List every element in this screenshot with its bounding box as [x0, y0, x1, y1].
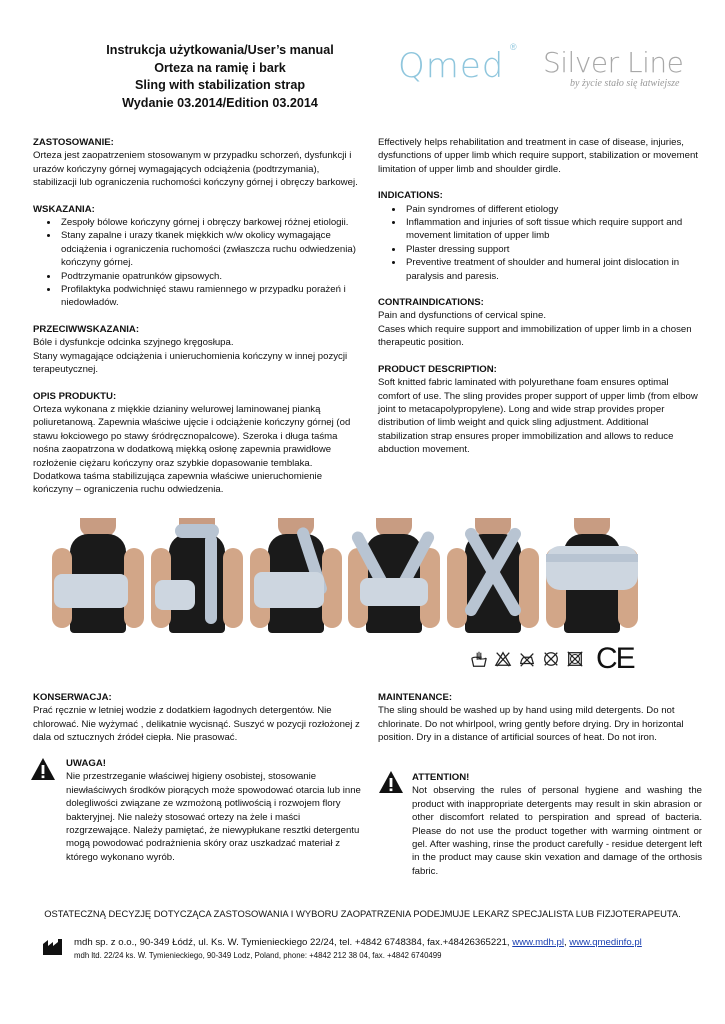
footer-notice: OSTATECZNĄ DECYZJĘ DOTYCZĄCA ZASTOSOWANIA I WYBORU ZAOPATRZENIA PODEJMUJE LEKARZ SPECJALISTA LUB FIZJOTERAPEUTA.	[44, 908, 681, 919]
section-text: The sling should be washed up by hand using mild detergents. Do not chlorinate. Do not whirlpool, wring gently before drying. Dry in horizontal position. Dry in a distance of artificial sources of heat. Do not iron.	[378, 705, 684, 744]
list-item: • Plaster dressing support	[404, 243, 700, 256]
section-heading: OPIS PRODUKTU:	[33, 390, 117, 402]
title-line: Sling with stabilization strap	[134, 78, 306, 92]
warning-heading: UWAGA!	[66, 758, 106, 769]
en-column-top	[378, 136, 700, 457]
list-item: • Pain syndromes of different etiology	[404, 203, 700, 216]
list-item: • Profilaktyka podwichnięć stawu ramiennego w przypadku porażeń i niedowładów.	[59, 283, 363, 310]
fitting-photo-6	[544, 518, 640, 633]
no-iron-icon	[518, 650, 536, 668]
separator: ,	[563, 937, 570, 948]
link-qmedinfo[interactable]: www.qmedinfo.pl	[569, 937, 642, 948]
fitting-photo-2	[149, 518, 245, 633]
no-tumble-dry-icon	[566, 650, 584, 668]
section-heading: ZASTOSOWANIE:	[33, 137, 114, 148]
warning-icon	[30, 757, 56, 781]
indications-list	[33, 216, 363, 310]
logo-registered: ®	[510, 42, 517, 52]
fitting-photo-4	[346, 518, 442, 633]
ce-mark: CE	[596, 642, 634, 675]
logo-qmed: Qmed	[398, 46, 505, 86]
link-mdh[interactable]: www.mdh.pl	[512, 937, 564, 948]
list-item: • Stany zapalne i urazy tkanek miękkich w/w okolicy wymagające odciążenia i ograniczenia ruchomości (zwłaszcza ruchu odwiedzenia) kończyny górnej.	[59, 229, 363, 269]
logo-tagline: by życie stało się łatwiejsze	[570, 78, 680, 89]
section-text: Bóle i dysfunkcje odcinka szyjnego kręgosłupa.	[33, 337, 234, 349]
section-heading: CONTRAINDICATIONS:	[378, 297, 484, 309]
pl-warning	[66, 757, 363, 864]
indications-list	[378, 203, 700, 283]
section-heading: MAINTENANCE:	[378, 692, 453, 703]
pl-column-top	[33, 136, 363, 497]
list-item: • Preventive treatment of shoulder and humeral joint dislocation in paralysis and paresis.	[404, 256, 700, 283]
section-heading: INDICATIONS:	[378, 190, 443, 202]
section-text: Stany wymagające odciążenia i unieruchomienia kończyny w innej pozycji terapeutycznej.	[33, 350, 348, 376]
fitting-photo-1	[50, 518, 146, 633]
care-symbols	[470, 642, 640, 675]
warning-text: Nie przestrzeganie właściwej higieny osobistej, stosowanie niewłaściwych środków piorących może spowodować otarcia lub inne dolegliwości związane ze wzmożoną potliwością i rozwojem flory bakteryjnej. Nie należy stosować ortezy na żele i maści rozgrzewające. Należy pamiętać, że niewypłukane resztki detergentu mogą powodować podrażnienia skóry oraz uszkadzać materiał z którego wykonano wyrób.	[66, 771, 361, 863]
section-heading: KONSERWACJA:	[33, 692, 112, 703]
fitting-photo-5	[445, 518, 541, 633]
logo-silver-line: Silver Line	[543, 46, 684, 79]
section-text: Cases which require support and immobilization of upper limb in a chosen therapeutic position.	[378, 323, 692, 349]
section-text: Soft knitted fabric laminated with polyurethane foam ensures optimal comfort of use. The sling provides proper support of upper limb (from elbow joint to metacapolypropylene). Long and wide strap provides proper distribution of limb weight and quick sling adjustment. Additional stabilization strap ensures proper immobilization and allows to reduce abduction movement.	[378, 377, 698, 456]
manufacturer-icon	[42, 938, 64, 956]
fitting-photo-3	[248, 518, 344, 633]
list-item: • Zespoły bólowe kończyny górnej i obręczy barkowej różnej etiologii.	[59, 216, 363, 229]
pl-column-bottom	[33, 691, 363, 745]
title-line: Instrukcja użytkowania/User’s manual	[106, 43, 334, 57]
brand-logo	[398, 42, 698, 92]
list-item: • Podtrzymanie opatrunków gipsowych.	[59, 270, 363, 283]
section-text: Effectively helps rehabilitation and treatment in case of disease, injuries, dysfunctions of upper limb which require support, stabilization or movement limitation of upper limb and shoulder girdle.	[378, 137, 698, 175]
fitting-photos	[50, 518, 640, 633]
footer-address-en: mdh ltd. 22/24 ks. W. Tymienieckiego, 90-349 Lodz, Poland, phone: +4842 212 38 04, fax. +4842 6740499	[74, 951, 442, 960]
document-title	[70, 42, 370, 112]
list-item: • Inflammation and injuries of soft tissue which require support and movement limitation of upper limb	[404, 216, 700, 243]
warning-icon	[378, 770, 404, 794]
title-line: Wydanie 03.2014/Edition 03.2014	[122, 95, 318, 110]
section-text: Prać ręcznie w letniej wodzie z dodatkiem łagodnych detergentów. Nie chlorować. Nie wyżymać , delikatnie wycisnąć. Suszyć w pozycji rozłożonej z dala od sztucznych źródeł ciepła. Nie prasować.	[33, 705, 360, 744]
footer-address-pl	[74, 937, 642, 948]
address-text: mdh sp. z o.o., 90-349 Łódź, ul. Ks. W. Tymienieckiego 22/24, tel. +4842 6748384, fax.+48426365221,	[74, 937, 513, 948]
en-column-bottom	[378, 691, 700, 745]
no-dry-clean-icon	[542, 650, 560, 668]
hand-wash-icon	[470, 650, 488, 668]
warning-heading: ATTENTION!	[412, 772, 470, 783]
section-text: Orteza jest zaopatrzeniem stosowanym w przypadku schorzeń, dysfunkcji i urazów kończyny górnej wymagających odciążenia (podtrzymania), stabilizacji lub ograniczenia ruchomości kończyny górnej i obręczy barkowej.	[33, 150, 358, 189]
en-warning	[412, 771, 702, 878]
no-bleach-icon	[494, 650, 512, 668]
title-line: Orteza na ramię i bark	[154, 60, 286, 75]
section-heading: WSKAZANIA:	[33, 203, 95, 215]
section-text: Orteza wykonana z miękkie dzianiny welurowej laminowanej pianką poliuretanową. Zapewnia właściwe ujęcie i odciążenie kończyny górnej (od stawu łokciowego po stawy śródręcznopalcowe). Szeroka i długa taśma nośna zaopatrzona w dodatkową miękką osłonę zapewnia prawidłowe rozłożenie ciężaru kończyny oraz szybkie dopasowanie temblaka. Dodatkowa taśma stabilizująca zapewnia właściwe unieruchomienie kończyny – ograniczenia ruchu odwiedzenia.	[33, 403, 351, 496]
section-heading: PRZECIWWSKAZANIA:	[33, 323, 140, 335]
section-heading: PRODUCT DESCRIPTION:	[378, 363, 497, 375]
section-text: Pain and dysfunctions of cervical spine.	[378, 310, 546, 322]
warning-text: Not observing the rules of personal hygiene and washing the product with inappropriate detergents may result in skin abrasion or other discomfort related to perspiration and spread of bacteria. Please do not use the product together with warming ointment or gel. After washing, rinse the product carefully - residue detergent left in the product may cause skin vexation and damage of the orthosis fabric.	[412, 785, 702, 877]
